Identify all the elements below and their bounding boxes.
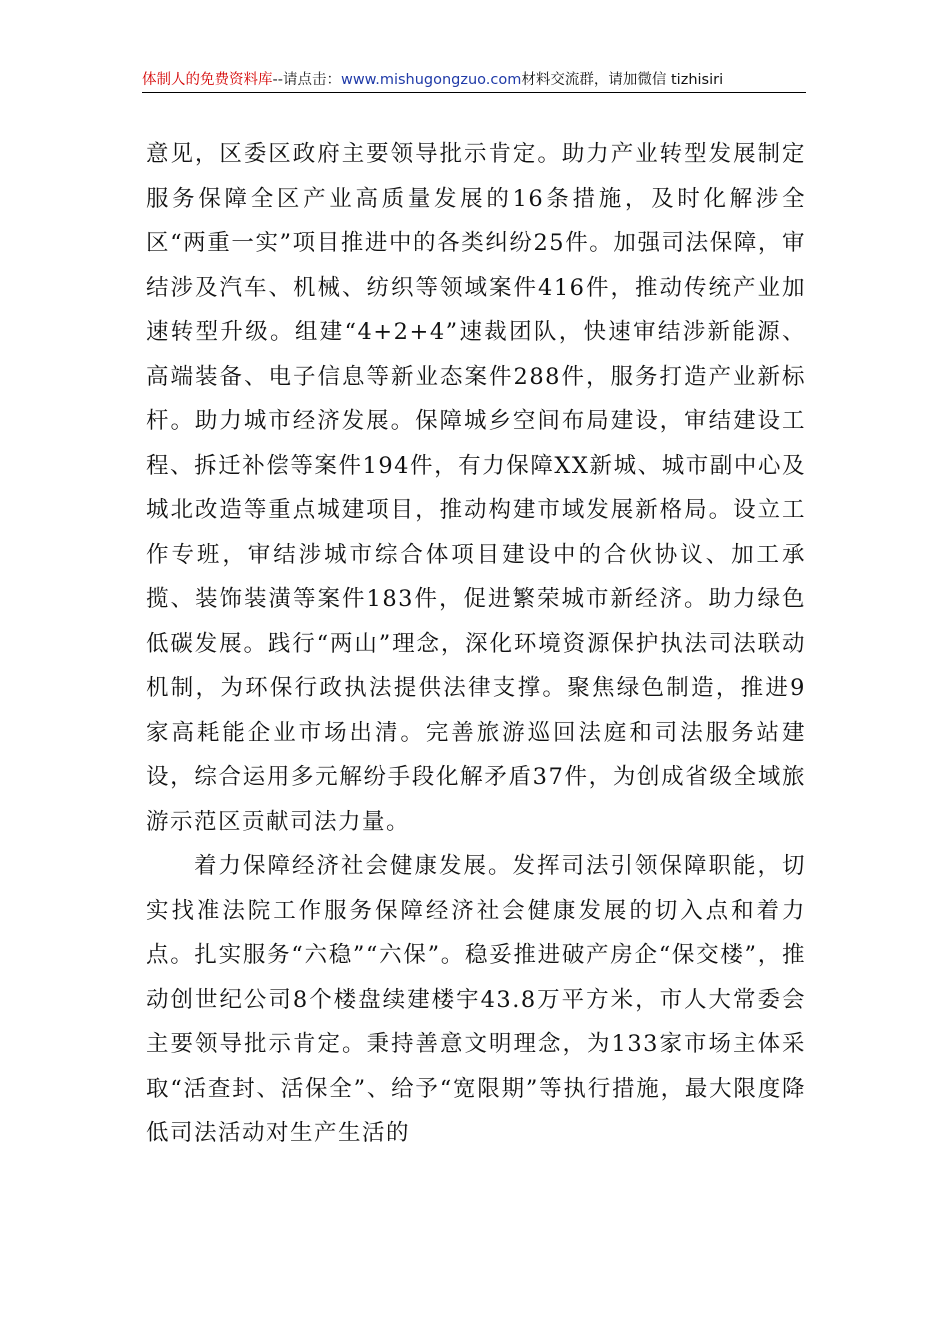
header-contact-text: 材料交流群，请加微信 tizhisiri [521,72,724,88]
body-paragraph-2: 着力保障经济社会健康发展。发挥司法引领保障职能，切实找准法院工作服务保障经济社会健康发展的切入点和着力点。扎实服务“六稳”“六保”。稳妥推进破产房企“保交楼”，推动创世纪公司8个楼盘续建楼宇43.8万平方米，市人大常委会主要领导批示肯定。秉持善意文明理念，为133家市场主体采取“活查封、活保全”、给予“宽限期”等执行措施，最大限度降低司法活动对生产生活的 [146,853,806,1146]
page-header [142,70,806,93]
header-url-link[interactable]: www.mishugongzuo.com [340,72,522,88]
body-paragraph-1: 意见，区委区政府主要领导批示肯定。助力产业转型发展制定服务保障全区产业高质量发展的16条措施，及时化解涉全区“两重一实”项目推进中的各类纠纷25件。加强司法保障，审结涉及汽车、机械、纺织等领域案件416件，推动传统产业加速转型升级。组建“4+2+4”速裁团队，快速审结涉新能源、高端装备、电子信息等新业态案件288件，服务打造产业新标杆。助力城市经济发展。保障城乡空间布局建设，审结建设工程、拆迁补偿等案件194件，有力保障XX新城、城市副中心及城北改造等重点城建项目，推动构建市域发展新格局。设立工作专班，审结涉城市综合体项目建设中的合伙协议、加工承揽、装饰装潢等案件183件，促进繁荣城市新经济。助力绿色低碳发展。践行“两山”理念，深化环境资源保护执法司法联动机制，为环保行政执法提供法律支撑。聚焦绿色制造，推进9家高耗能企业市场出清。完善旅游巡回法庭和司法服务站建设，综合运用多元解纷手段化解矛盾37件，为创成省级全域旅游示范区贡献司法力量。 [146,141,806,835]
header-brand: 体制人的免费资料库 [142,72,273,88]
header-separator: --请点击： [272,72,341,88]
document-body [146,132,806,1156]
